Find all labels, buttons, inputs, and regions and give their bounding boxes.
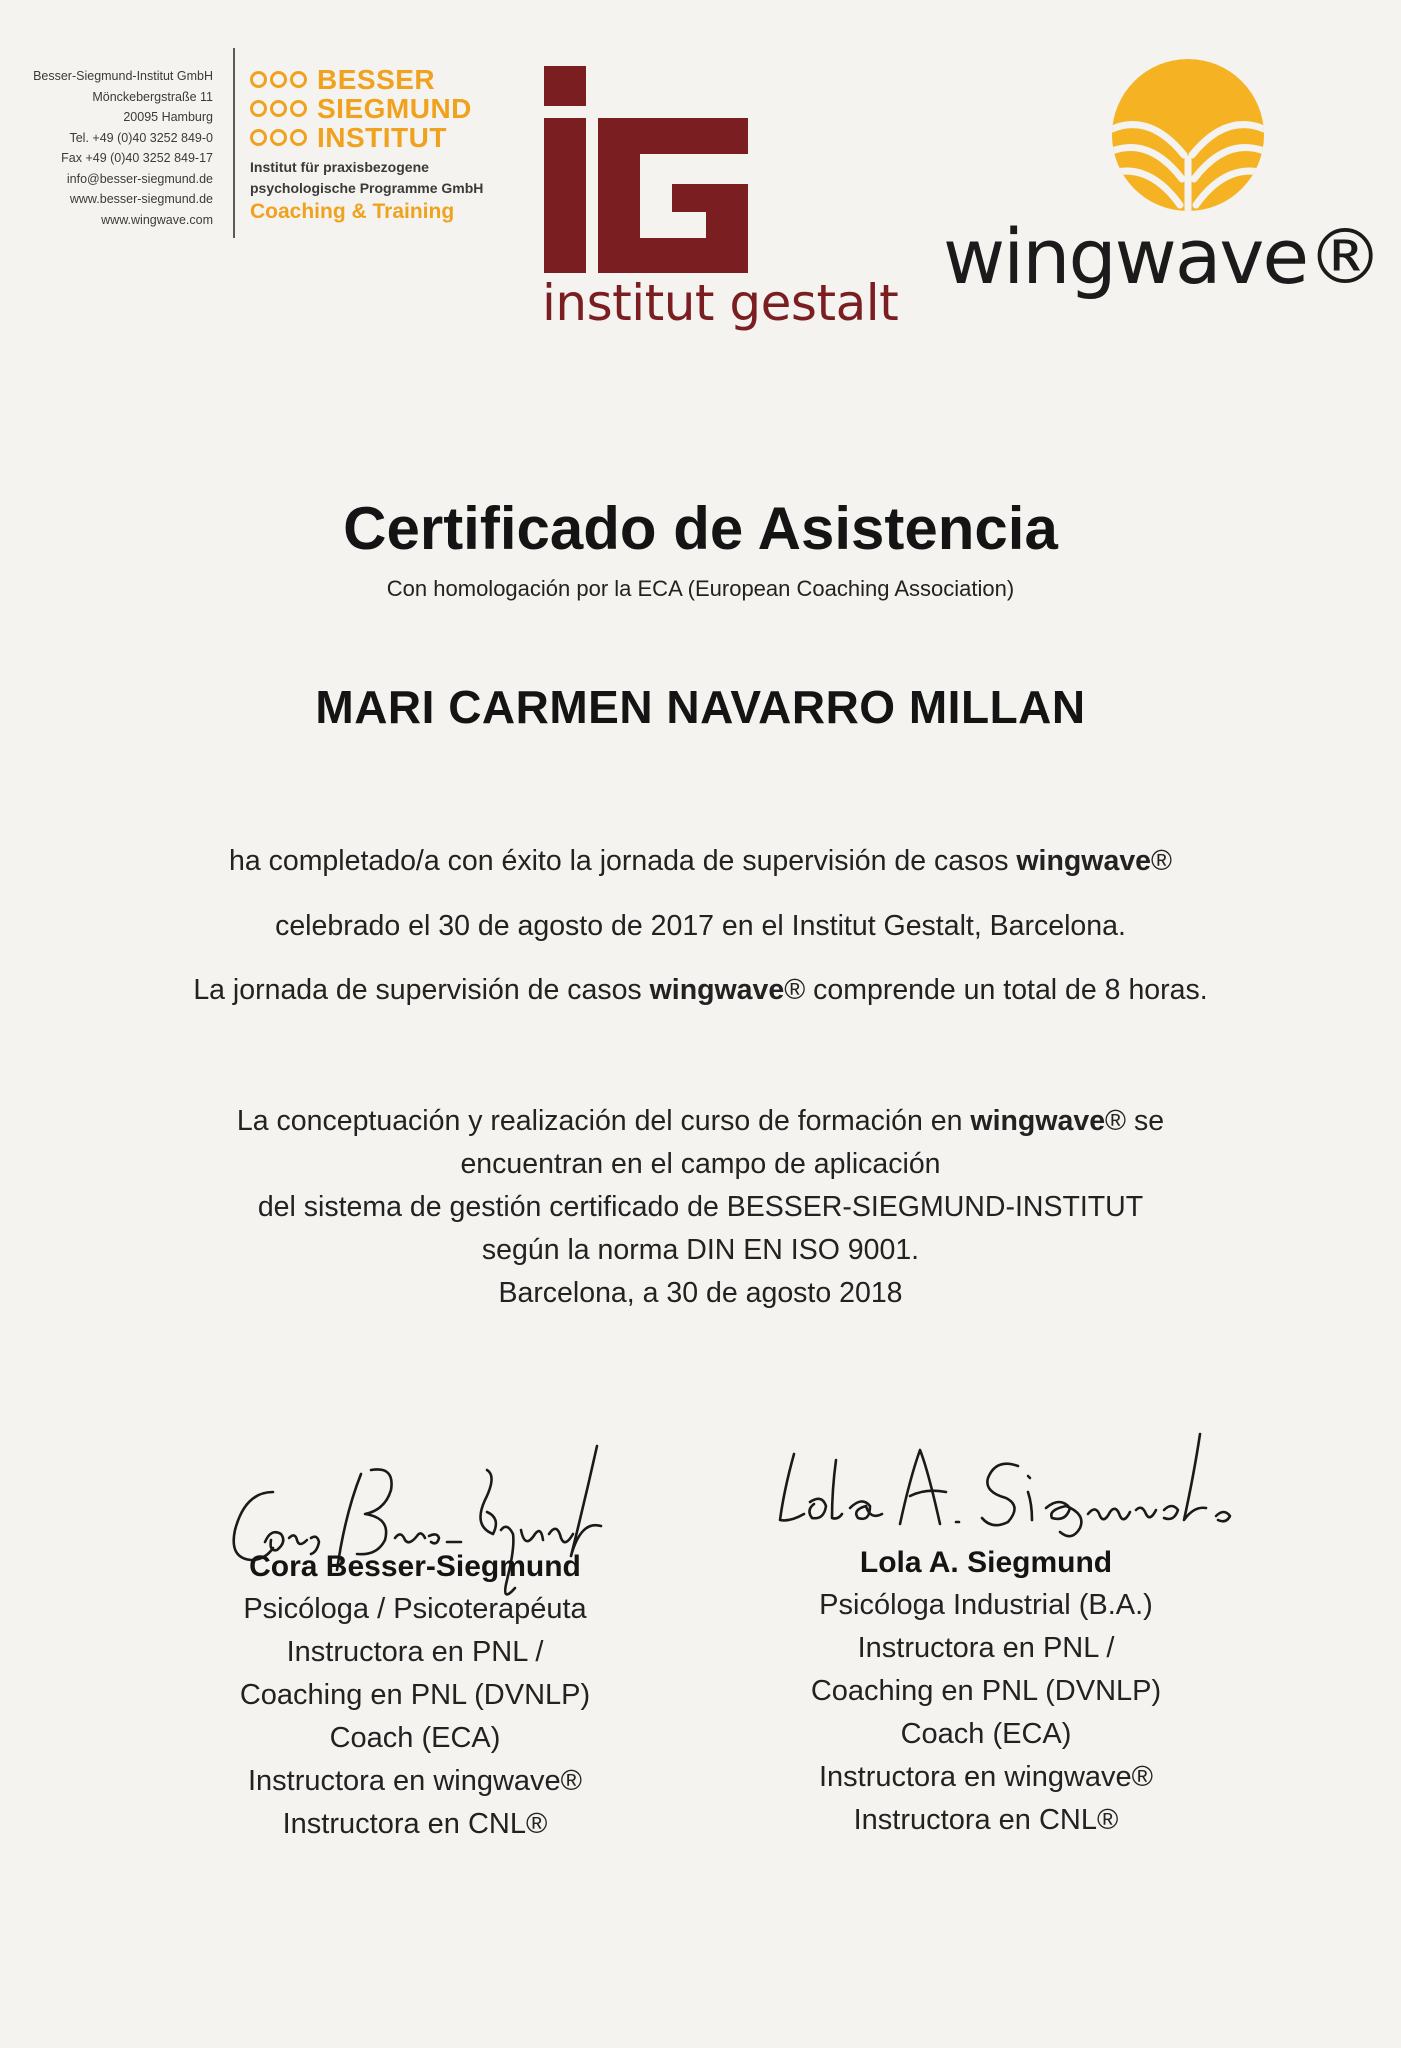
signatory-role: Psicóloga / Psicoterapéuta [243,1593,587,1625]
bsi-logo-word: BESSER [317,64,436,95]
text-segment: La conceptuación y realización del curso de formación en [236,1105,971,1137]
certification-line [0,1100,1401,1143]
brand-name: wingwave [649,974,785,1006]
certification-line: según la norma DIN EN ISO 9001. [481,1234,920,1266]
text-segment: ® [1151,845,1173,877]
bsi-logo-word: INSTITUT [317,122,447,153]
event-date-line [0,910,1401,943]
wingwave-sun-icon [1110,55,1266,215]
signatory-lola-a-siegmund [776,1541,1196,1842]
signatory-role: Instructora en wingwave® [818,1761,1154,1793]
certification-line: encuentran en el campo de aplicación [460,1148,941,1180]
text-segment: ha completado/a con éxito la jornada de supervisión de casos [228,845,1017,877]
brand-name: wingwave [1016,845,1152,877]
address-line: 20095 Hamburg [123,110,213,124]
text-segment: ® comprende un total de 8 horas. [784,974,1208,1006]
signatory-role: Coaching en PNL (DVNLP) [239,1679,591,1711]
text-segment: celebrado el 30 de agosto de 2017 en el Institut Gestalt, Barcelona. [275,910,1126,942]
address-line: Tel. +49 (0)40 3252 849-0 [69,130,213,145]
institut-gestalt-logo-icon [540,62,750,277]
certificate-title: Certificado de Asistencia [343,495,1058,562]
signatory-role: Coach (ECA) [900,1718,1072,1750]
signatory-role: Instructora en PNL / [286,1636,544,1668]
address-line: info@besser-siegmund.de [66,171,213,186]
company-address-block [0,66,213,230]
duration-line [0,974,1401,1007]
address-line: www.wingwave.com [101,212,213,227]
signatory-cora-besser-siegmund [205,1545,625,1846]
institut-gestalt-wordmark: institut gestalt [542,274,899,332]
signatory-role: Coaching en PNL (DVNLP) [810,1675,1162,1707]
address-line: Besser-Siegmund-Institut GmbH [33,69,213,83]
wingwave-wordmark: wingwave® [943,212,1382,301]
header-divider [233,48,235,238]
signatory-role: Instructora en wingwave® [247,1765,583,1797]
address-line: Fax +49 (0)40 3252 849-17 [61,151,213,165]
certificate-subtitle: Con homologación por la ECA (European Coaching Association) [386,576,1015,601]
address-line: www.besser-siegmund.de [69,192,213,206]
text-segment: La jornada de supervisión de casos [193,974,650,1006]
signatory-role: Instructora en CNL® [853,1804,1119,1836]
place-date-line: Barcelona, a 30 de agosto 2018 [498,1277,903,1309]
bsi-circles-icon [250,129,307,146]
signatory-role: Coach (ECA) [329,1722,501,1754]
brand-name: wingwave [970,1105,1106,1137]
besser-siegmund-logo [250,65,472,152]
signatory-name: Lola A. Siegmund [859,1546,1113,1579]
signatory-name: Cora Besser-Siegmund [249,1550,581,1583]
recipient-name: MARI CARMEN NAVARRO MILLAN [315,681,1086,733]
text-segment: ® se [1105,1105,1165,1137]
completion-line [0,845,1401,878]
certification-line: del sistema de gestión certificado de BESSER-SIEGMUND-INSTITUT [257,1191,1144,1223]
bsi-logo-word: SIEGMUND [317,93,472,124]
bsi-subtitle-line: Institut für praxisbezogene [250,159,429,175]
bsi-logo-subtitle [250,157,483,199]
signatory-role: Instructora en CNL® [282,1808,548,1840]
signatory-role: Psicóloga Industrial (B.A.) [819,1589,1153,1621]
bsi-tagline: Coaching & Training [250,200,455,223]
bsi-circles-icon [250,100,307,117]
bsi-subtitle-line: psychologische Programme GmbH [250,180,484,196]
address-line: Mönckebergstraße 11 [92,89,213,104]
bsi-circles-icon [250,71,307,88]
signatory-role: Instructora en PNL / [857,1632,1115,1664]
